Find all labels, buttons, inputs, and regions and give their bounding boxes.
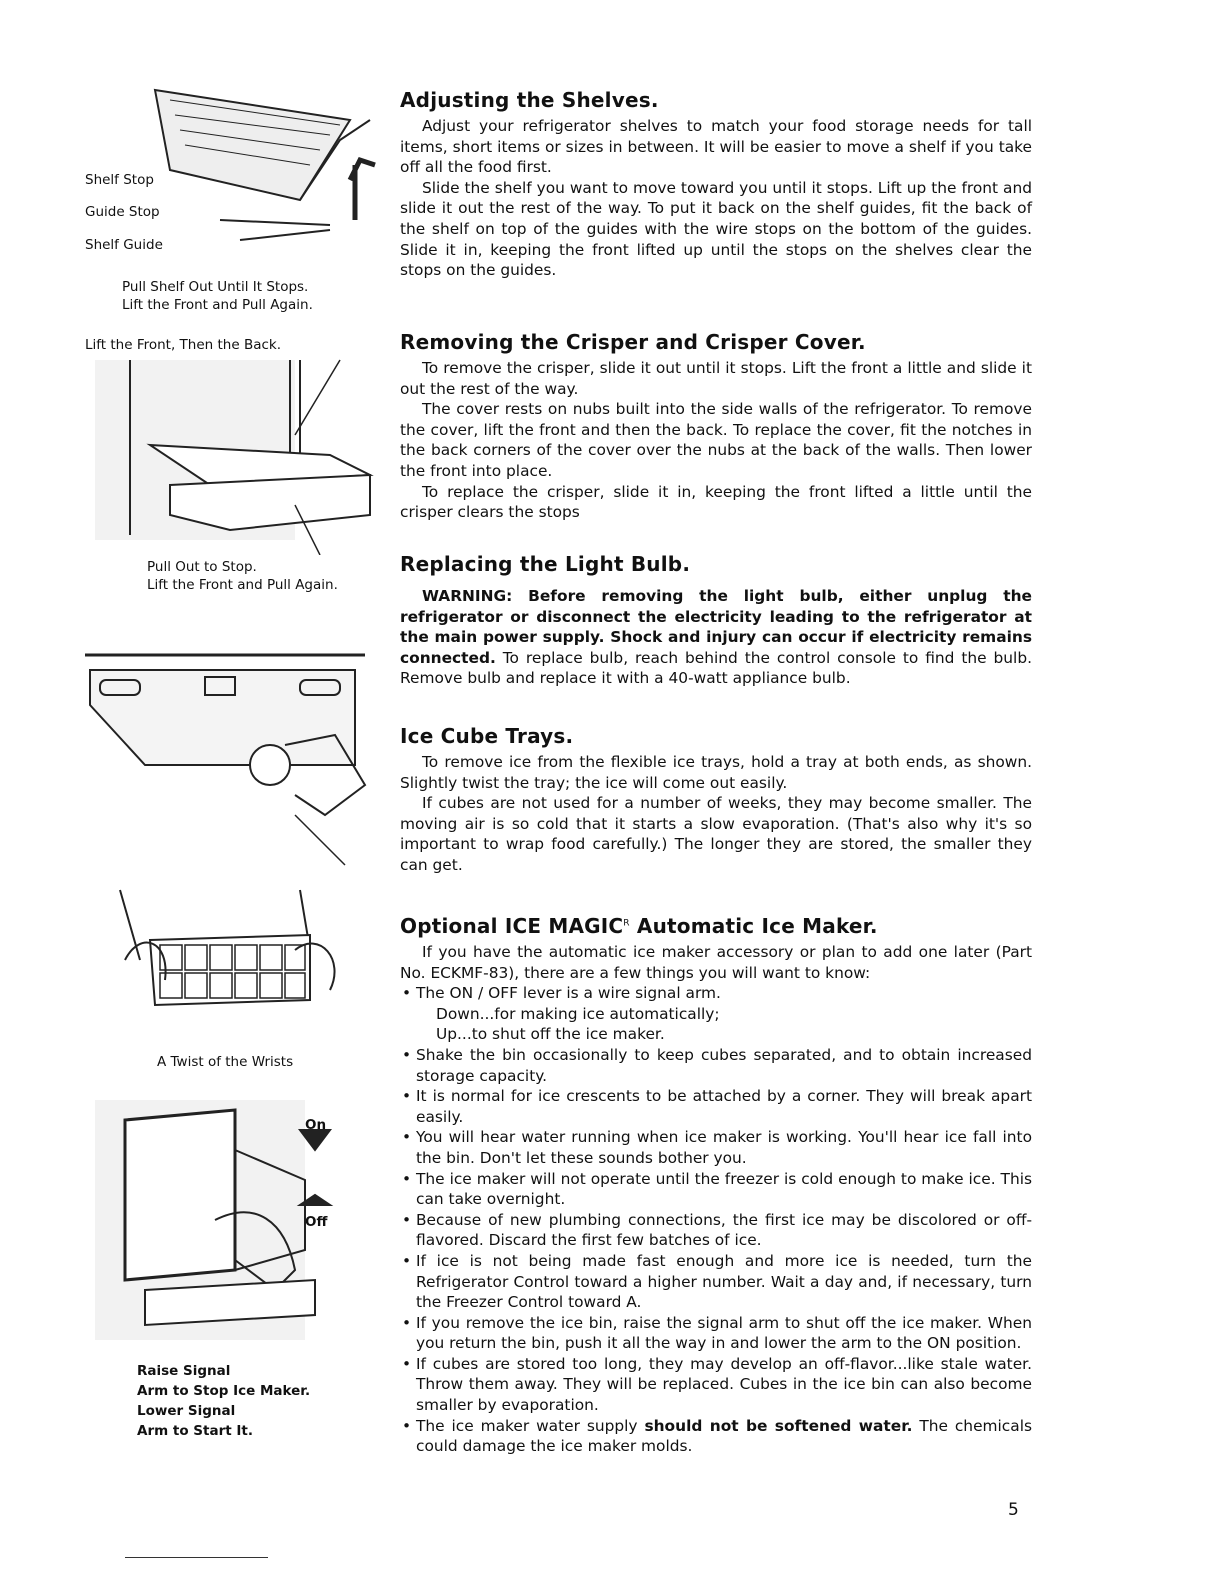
section-adjusting-shelves — [400, 88, 1032, 281]
caption-lift-again: Lift the Front and Pull Again. — [122, 297, 313, 313]
paragraph: To remove ice from the flexible ice trays, hold a tray at both ends, as shown. Slightly twist the tray; the ice will come out easily. — [400, 753, 1032, 792]
section-crisper — [400, 330, 1032, 523]
caption-lift-pull-again: Lift the Front and Pull Again. — [147, 577, 338, 593]
caption-pull-out-stop: Pull Out to Stop. — [147, 559, 257, 575]
paragraph: Adjust your refrigerator shelves to match your food storage needs for tall items, short items or sizes in between. It will be easier to move a shelf if you take off all the food first. — [400, 117, 1032, 177]
caption-shelf-guide: Shelf Guide — [85, 237, 163, 253]
registered-mark: R — [623, 918, 630, 929]
section-ice-cube-trays — [400, 724, 1032, 876]
heading-ice-maker — [400, 914, 1032, 938]
caption-guide-stop: Guide Stop — [85, 204, 160, 220]
caption-lower-2: Arm to Start It. — [137, 1423, 254, 1439]
list-item: • Shake the bin occasionally to keep cubes separated, and to obtain increased storage capacity. — [400, 1045, 1032, 1086]
paragraph: Slide the shelf you want to move toward you until it stops. Lift up the front and slide it out the rest of the way. To put it back on the shelf guides, fit the back of the shelf on top of the guides with the wire stops on the bottom of the guides. Slide it in, keeping the front lifted up until the stops on the shelves clear the stops on the guides. — [400, 178, 1032, 280]
ice-tray-illustration — [110, 880, 360, 1040]
paragraph: If cubes are not used for a number of weeks, they may become smaller. The moving air is so cold that it starts a slow evaporation. (That's also why it's so important to wrap food carefully.) The longer they are stored, the smaller they can get. — [400, 794, 1032, 874]
list-item: • The ice maker will not operate until the freezer is cold enough to make ice. This can take overnight. — [400, 1169, 1032, 1210]
caption-on: On — [305, 1117, 327, 1133]
list-item: • If cubes are stored too long, they may develop an off-flavor...like stale water. Throw them away. They will be replaced. Cubes in the ice bin can also become smaller by evaporation. — [400, 1354, 1032, 1416]
light-bulb-illustration — [85, 625, 375, 875]
heading-trays: Ice Cube Trays. — [400, 724, 574, 748]
heading-crisper: Removing the Crisper and Crisper Cover. — [400, 330, 866, 354]
caption-lower-1: Lower Signal — [137, 1403, 236, 1419]
ice-maker-tips — [400, 983, 1032, 1457]
warning-text: WARNING: Before removing the light bulb, either unplug the refrigerator or disconnect the electricity leading to the refrigerator at the main power supply. Shock and injury can occur if electricity remains connected. — [400, 587, 1032, 667]
bulb-instructions: To replace bulb, reach behind the control console to find the bulb. Remove bulb and replace it with a 40-watt appliance bulb. — [400, 648, 1032, 688]
caption-raise-2: Arm to Stop Ice Maker. — [137, 1383, 311, 1399]
list-item: • You will hear water running when ice maker is working. You'll hear ice fall into the bin. Don't let these sounds bother you. — [400, 1127, 1032, 1168]
caption-raise-1: Raise Signal — [137, 1363, 231, 1379]
title-part: Automatic Ice Maker. — [629, 914, 878, 938]
item-text: The ON / OFF lever is a wire signal arm. — [416, 984, 721, 1003]
caption-twist: A Twist of the Wrists — [157, 1054, 294, 1070]
warning-paragraph — [400, 586, 1032, 689]
item-sub: Down...for making ice automatically; — [436, 1004, 720, 1023]
item-sub: Up...to shut off the ice maker. — [436, 1025, 665, 1044]
list-item — [400, 983, 1032, 1045]
item-text: The chemicals could damage the ice maker molds. — [416, 1416, 1032, 1456]
page-number: 5 — [1008, 1500, 1019, 1520]
paragraph: To remove the crisper, slide it out until it stops. Lift the front a little and slide it out the rest of the way. — [400, 359, 1032, 398]
heading-bulb: Replacing the Light Bulb. — [400, 552, 691, 576]
list-item — [400, 1416, 1032, 1457]
shelf-illustration — [150, 80, 380, 260]
paragraph: If you have the automatic ice maker accessory or plan to add one later (Part No. ECKMF-83), there are a few things you will want to know: — [400, 943, 1032, 982]
footer-rule — [125, 1557, 268, 1558]
paragraph: The cover rests on nubs built into the side walls of the refrigerator. To remove the cover, lift the front and then the back. To replace the cover, fit the notches in the back corners of the cover over the nubs at the back of the walls. Then lower the front into place. — [400, 400, 1032, 480]
paragraph: To replace the crisper, slide it in, keeping the front lifted a little until the crisper clears the stops — [400, 482, 1032, 522]
caption-off: Off — [305, 1214, 328, 1230]
list-item: • If you remove the ice bin, raise the signal arm to shut off the ice maker. When you return the bin, push it all the way in and lower the arm to the ON position. — [400, 1313, 1032, 1354]
crisper-illustration — [90, 355, 380, 555]
item-bold: should not be softened water. — [644, 1416, 913, 1435]
section-light-bulb — [400, 552, 1032, 689]
item-text: The ice maker water supply — [416, 1416, 645, 1435]
section-ice-maker — [400, 914, 1032, 1457]
list-item: • Because of new plumbing connections, the first ice may be discolored or off-flavored. Discard the first few batches of ice. — [400, 1210, 1032, 1251]
caption-shelf-stop: Shelf Stop — [85, 172, 154, 188]
caption-lift-front-back: Lift the Front, Then the Back. — [85, 337, 282, 353]
title-part: Optional ICE MAGIC — [400, 914, 624, 938]
list-item: • If ice is not being made fast enough and more ice is needed, turn the Refrigerator Control toward a higher number. Wait a day and, if necessary, turn the Freezer Control toward A. — [400, 1251, 1032, 1313]
list-item: • It is normal for ice crescents to be attached by a corner. They will break apart easily. — [400, 1086, 1032, 1127]
caption-pull-shelf: Pull Shelf Out Until It Stops. — [122, 279, 309, 295]
heading-shelves: Adjusting the Shelves. — [400, 88, 659, 112]
